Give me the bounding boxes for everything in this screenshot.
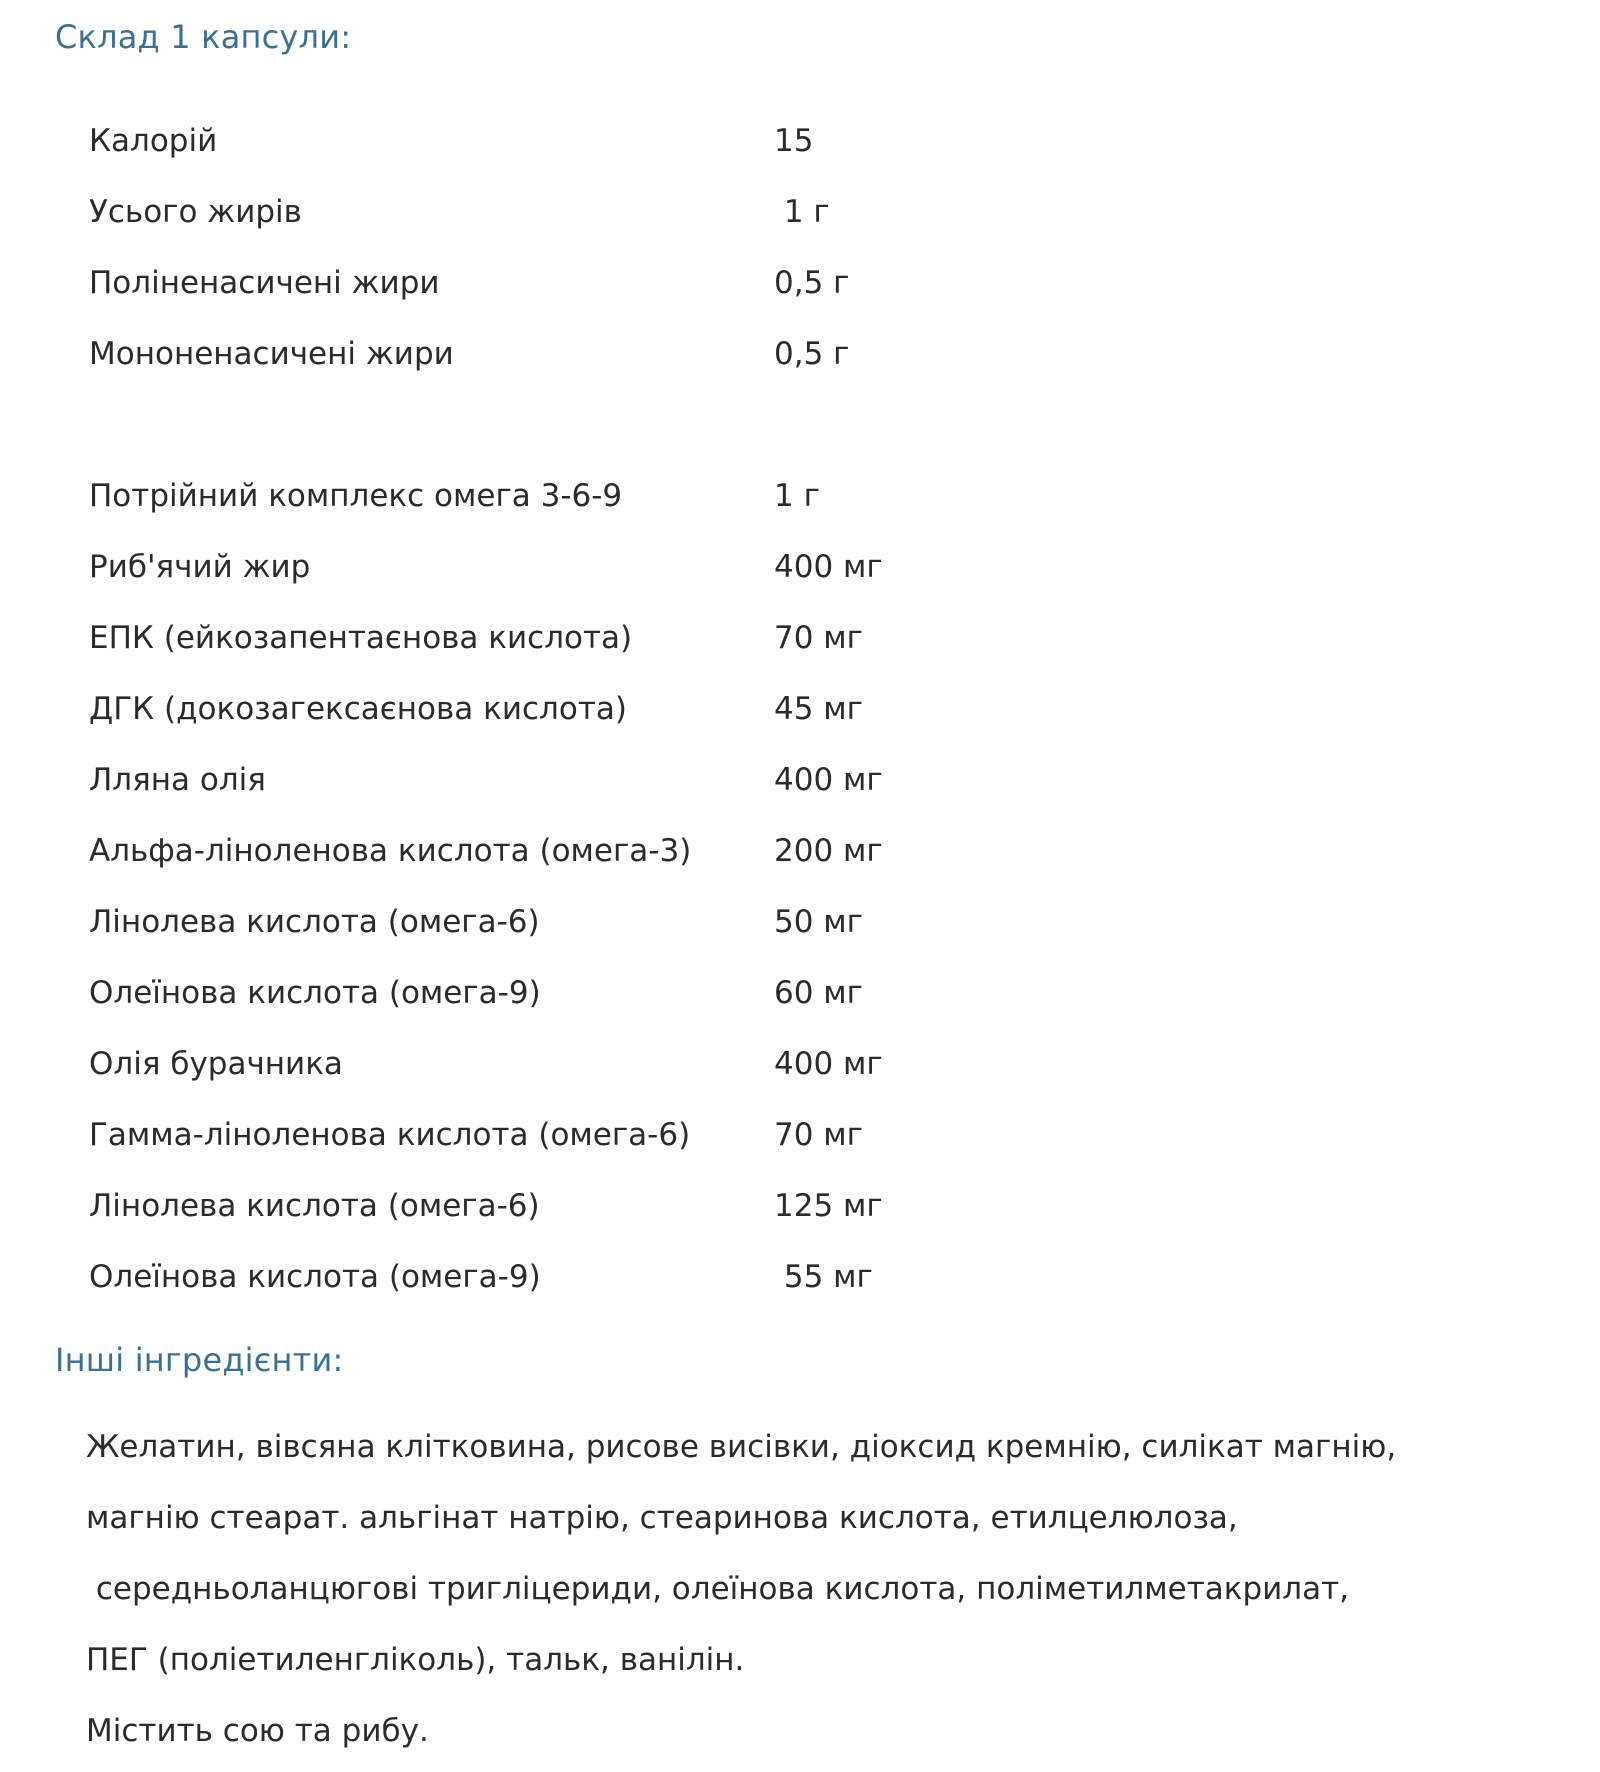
nutrition-row — [89, 957, 989, 1028]
nutrient-name: Усього жирів — [89, 193, 302, 230]
table-spacer — [89, 389, 989, 460]
nutrient-name: ЕПК (ейкозапентаєнова кислота) — [89, 619, 633, 656]
nutrient-name: Мононенасичені жири — [89, 335, 454, 372]
nutrient-amount: 55 мг — [774, 1258, 873, 1295]
nutrient-amount: 400 мг — [774, 1045, 883, 1082]
nutrition-row — [89, 176, 989, 247]
ingredients-line: магнію стеарат. альгінат натрію, стеаринова кислота, етилцелюлоза, — [86, 1500, 1238, 1536]
other-ingredients-heading: Інші інгредієнти: — [55, 1341, 344, 1379]
nutrient-amount: 45 мг — [774, 690, 863, 727]
nutrition-row — [89, 886, 989, 957]
nutrient-name: Риб'ячий жир — [89, 548, 311, 585]
nutrient-amount: 400 мг — [774, 761, 883, 798]
ingredients-line: ПЕГ (поліетиленгліколь), тальк, ванілін. — [86, 1642, 745, 1678]
nutrient-name: ДГК (докозагексаєнова кислота) — [89, 690, 627, 727]
nutrient-amount: 70 мг — [774, 1116, 863, 1153]
nutrient-name: Лінолева кислота (омега-6) — [89, 903, 540, 940]
nutrient-name: Олеїнова кислота (омега-9) — [89, 974, 541, 1011]
ingredients-line: Желатин, вівсяна клітковина, рисове висівки, діоксид кремнію, силікат магнію, — [86, 1429, 1397, 1465]
nutrition-row — [89, 247, 989, 318]
nutrition-row — [89, 815, 989, 886]
nutrient-amount: 125 мг — [774, 1187, 883, 1224]
nutrition-row — [89, 744, 989, 815]
composition-heading: Склад 1 капсули: — [55, 18, 352, 56]
nutrient-amount: 400 мг — [774, 548, 883, 585]
nutrient-name: Поліненасичені жири — [89, 264, 440, 301]
nutrient-amount: 200 мг — [774, 832, 883, 869]
other-ingredients-text — [86, 1412, 1546, 1767]
nutrient-amount: 15 — [774, 122, 814, 159]
nutrition-row — [89, 531, 989, 602]
nutrient-amount: 60 мг — [774, 974, 863, 1011]
nutrient-name: Альфа-ліноленова кислота (омега-3) — [89, 832, 692, 869]
nutrient-amount: 1 г — [774, 477, 820, 514]
nutrition-row — [89, 318, 989, 389]
nutrient-name: Калорій — [89, 122, 218, 159]
nutrient-amount: 50 мг — [774, 903, 863, 940]
nutrient-amount: 0,5 г — [774, 335, 850, 372]
nutrient-name: Гамма-ліноленова кислота (омега-6) — [89, 1116, 691, 1153]
nutrient-name: Олія бурачника — [89, 1045, 343, 1082]
nutrition-row — [89, 1099, 989, 1170]
nutrient-name: Лінолева кислота (омега-6) — [89, 1187, 540, 1224]
nutrition-row — [89, 1170, 989, 1241]
nutrition-row — [89, 1028, 989, 1099]
nutrition-table — [89, 105, 989, 1312]
nutrient-name: Лляна олія — [89, 761, 266, 798]
nutrition-row — [89, 460, 989, 531]
nutrition-row — [89, 1241, 989, 1312]
nutrient-name: Потрійний комплекс омега 3-6-9 — [89, 477, 623, 514]
nutrient-name: Олеїнова кислота (омега-9) — [89, 1258, 541, 1295]
ingredients-line: середньоланцюгові тригліцериди, олеїнова кислота, поліметилметакрилат, — [86, 1571, 1350, 1607]
nutrient-amount: 0,5 г — [774, 264, 850, 301]
nutrient-amount: 70 мг — [774, 619, 863, 656]
nutrient-amount: 1 г — [774, 193, 830, 230]
nutrition-row — [89, 673, 989, 744]
nutrition-row — [89, 105, 989, 176]
nutrition-row — [89, 602, 989, 673]
allergen-note: Містить сою та рибу. — [86, 1713, 429, 1749]
